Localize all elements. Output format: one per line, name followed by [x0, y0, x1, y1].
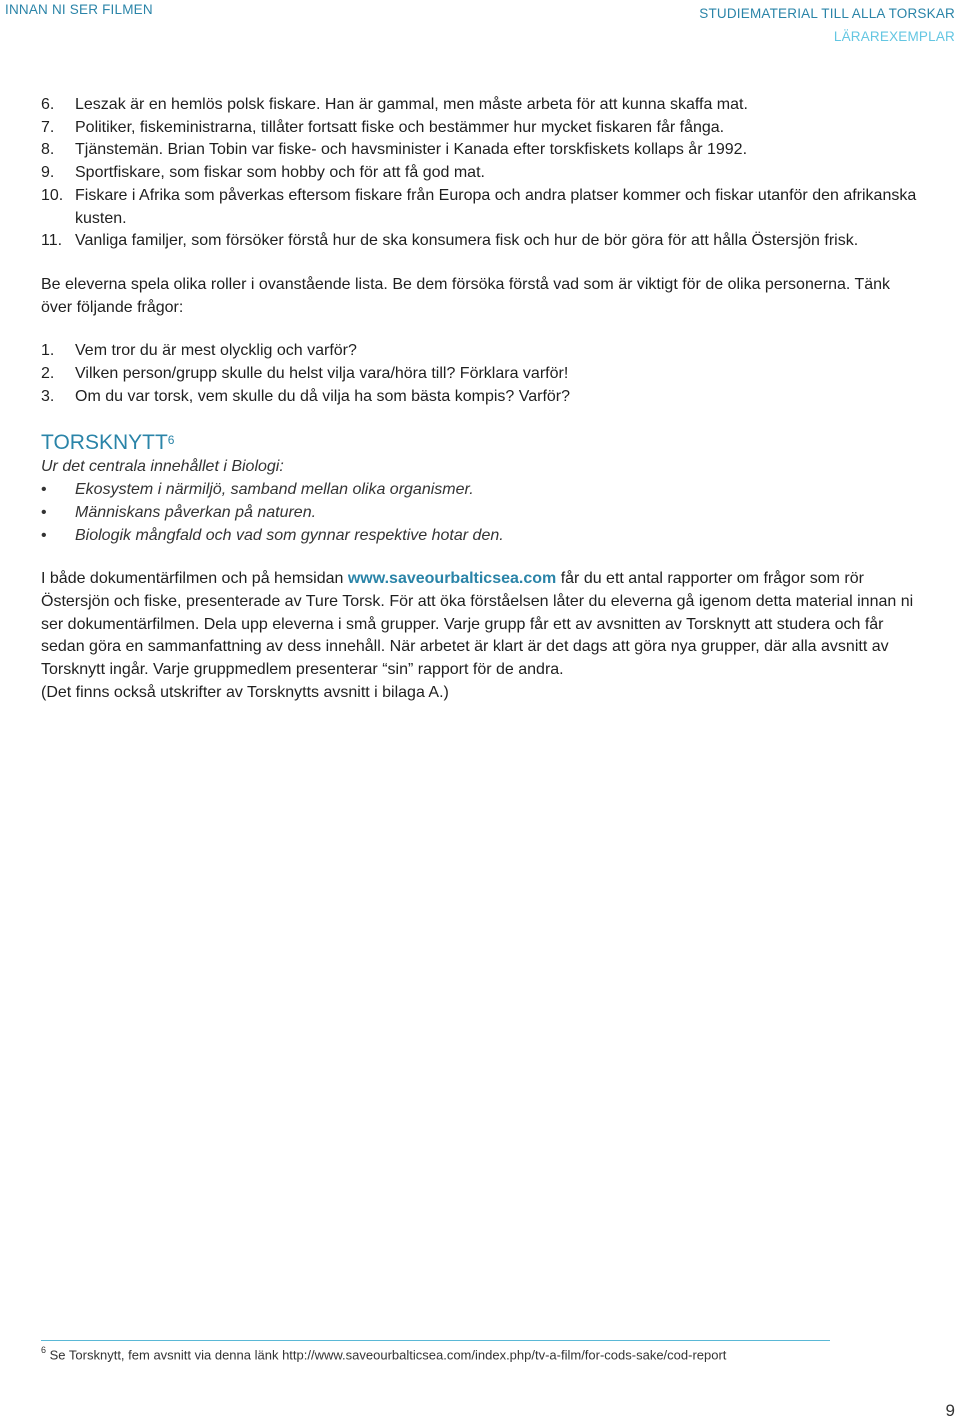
item-number: 9. — [41, 164, 55, 182]
item-number: 7. — [41, 118, 55, 136]
item-number: 1. — [41, 342, 55, 360]
item-number: 8. — [41, 141, 55, 159]
page-number: 9 — [945, 1401, 955, 1420]
item-text: Människans påverkan på naturen. — [75, 503, 317, 521]
body-text: I både dokumentärfilmen och på hemsidan — [41, 570, 348, 588]
item-text: Fiskare i Afrika som påverkas eftersom fiskare från Europa och andra platser kommer och fiskar utanför den afrikanska kusten. — [75, 186, 917, 227]
footnote-reference: 6 — [167, 433, 175, 448]
footnote-divider — [41, 1340, 830, 1341]
item-number: 2. — [41, 365, 55, 383]
footnote-number: 6 — [41, 1345, 47, 1355]
item-text: Politiker, fiskeministrarna, tillåter fortsatt fiske och bestämmer hur mycket fiskaren får fånga. — [75, 118, 725, 136]
header-subtitle: LÄRAREXEMPLAR — [833, 29, 955, 44]
bullet-list — [41, 479, 921, 547]
header-title: STUDIEMATERIAL TILL ALLA TORSKAR — [699, 6, 955, 21]
instruction-text: Be eleverna spela olika roller i ovanstående lista. Be dem försöka förstå vad som är viktigt för de olika personerna. Tänk över följande frågor: — [41, 275, 891, 316]
section-title — [41, 430, 921, 456]
header-right — [699, 2, 955, 48]
section-subtitle: Ur det centrala innehållet i Biologi: — [41, 458, 284, 476]
questions-list — [41, 340, 921, 408]
list-item — [41, 117, 921, 140]
body-paragraph — [41, 568, 921, 682]
section-title-text: TORSKNYTT — [41, 431, 168, 455]
item-text: Tjänstemän. Brian Tobin var fiske- och havsminister i Kanada efter torskfiskets kollaps år 1992. — [75, 141, 748, 159]
page-content — [41, 94, 921, 704]
roles-list — [41, 94, 921, 253]
item-text: Leszak är en hemlös polsk fiskare. Han är gammal, men måste arbeta för att kunna skaffa mat. — [75, 96, 748, 113]
header-left: INNAN NI SER FILMEN — [5, 2, 153, 17]
list-item — [41, 340, 921, 363]
item-text: Vilken person/grupp skulle du helst vilja vara/höra till? Förklara varför! — [75, 365, 569, 383]
bullet-icon: • — [41, 503, 47, 521]
item-number: 10. — [41, 186, 64, 204]
body-text: får du ett antal rapporter om frågor som rör Östersjön och fiske, presenterade av Ture Torsk. För att öka förståelsen låter du eleverna gå igenom detta material innan ni ser dokumentärfilmen. Dela upp eleverna i små grupper. Varje grupp får ett av avsnitten av Torsknytt att studera och får sedan göra en sammanfattning av dess innehåll. När arbetet är klart är det dags att göra nya grupper, där alla avsnitt av Torsknytt ingår. Varje gruppmedlem presenterar “sin” rapport för de andra. — [41, 570, 914, 679]
item-text: Ekosystem i närmiljö, samband mellan olika organismer. — [75, 481, 474, 499]
item-text: Om du var torsk, vem skulle du då vilja ha som bästa kompis? Varför? — [75, 387, 571, 405]
list-item — [41, 139, 921, 162]
appendix-note: (Det finns också utskrifter av Torsknytts avsnitt i bilaga A.) — [41, 683, 449, 701]
footnote-text: Se Torsknytt, fem avsnitt via denna länk http://www.saveourbalticsea.com/index.php/tv-a-film/for-cods-sake/cod-report — [49, 1347, 727, 1363]
list-item — [41, 479, 921, 502]
item-number: 3. — [41, 387, 55, 405]
item-text: Vem tror du är mest olycklig och varför? — [75, 342, 357, 360]
list-item — [41, 502, 921, 525]
list-item — [41, 94, 921, 117]
item-text: Sportfiskare, som fiskar som hobby och för att få god mat. — [75, 164, 485, 182]
bullet-icon: • — [41, 481, 47, 499]
list-item — [41, 525, 921, 548]
item-number: 11. — [41, 232, 63, 250]
item-number: 6. — [41, 96, 55, 113]
list-item — [41, 185, 921, 230]
list-item — [41, 363, 921, 386]
item-text: Biologik mångfald och vad som gynnar respektive hotar den. — [75, 526, 504, 544]
item-text: Vanliga familjer, som försöker förstå hur de ska konsumera fisk och hur de bör göra för att hålla Östersjön frisk. — [75, 232, 859, 250]
website-link[interactable]: www.saveourbalticsea.com — [347, 570, 557, 588]
bullet-icon: • — [41, 526, 47, 544]
list-item — [41, 162, 921, 185]
footnote — [41, 1346, 726, 1362]
list-item — [41, 230, 921, 253]
list-item — [41, 386, 921, 409]
